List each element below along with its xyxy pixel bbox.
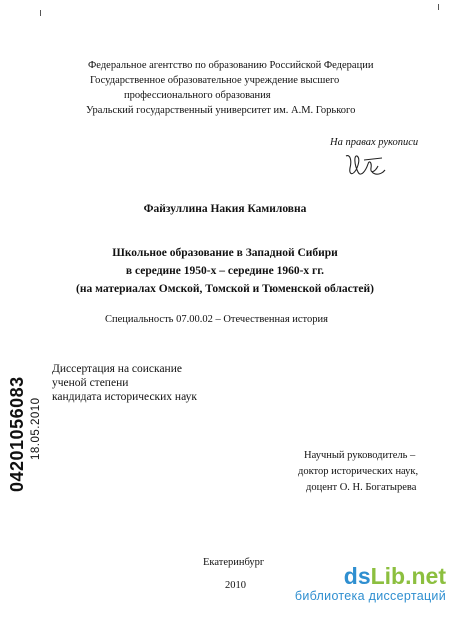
specialty: Специальность 07.00.02 – Отечественная история: [105, 314, 328, 325]
signature: [342, 150, 388, 184]
watermark-logo: [266, 563, 446, 589]
title-line: Школьное образование в Западной Сибири: [112, 247, 338, 259]
supervisor-block: [298, 448, 418, 496]
header-line: Уральский государственный университет им. А.М. Горького: [86, 105, 356, 116]
manuscript-note: На правах рукописи: [330, 137, 419, 148]
title-line: (на материалах Омской, Томской и Тюменской областей): [76, 283, 374, 295]
degree-line: Диссертация на соискание: [52, 363, 182, 375]
title-line: в середине 1950-х – середине 1960-х гг.: [125, 265, 325, 277]
stamp-date: 18.05.2010: [30, 397, 42, 460]
stamp-number: 04201056083: [7, 376, 27, 492]
corner-mark-left: [40, 10, 41, 16]
author-name: Файзуллина Накия Камиловна: [143, 203, 307, 215]
supervisor-line: доктор исторических наук,: [298, 466, 419, 477]
organization-header: [88, 58, 373, 118]
dissertation-title: [0, 244, 450, 298]
corner-mark-right: [438, 4, 439, 10]
supervisor-line: Научный руководитель –: [304, 450, 416, 461]
degree-line: кандидата исторических наук: [52, 391, 197, 403]
dslib-watermark[interactable]: [266, 563, 446, 603]
watermark-logo-prefix: ds: [343, 563, 371, 589]
header-line: Федеральное агентство по образованию Российской Федерации: [88, 60, 374, 71]
header-line: Государственное образовательное учреждение высшего: [90, 75, 340, 86]
watermark-subtitle: библиотека диссертаций: [294, 589, 446, 603]
watermark-logo-suffix: Lib.net: [370, 563, 446, 589]
year: 2010: [225, 580, 246, 591]
city: Екатеринбург: [203, 557, 265, 568]
header-line: профессионального образования: [124, 90, 271, 101]
degree-line: ученой степени: [52, 377, 129, 389]
supervisor-line: доцент О. Н. Богатырева: [306, 482, 417, 493]
degree-block: [52, 362, 197, 404]
